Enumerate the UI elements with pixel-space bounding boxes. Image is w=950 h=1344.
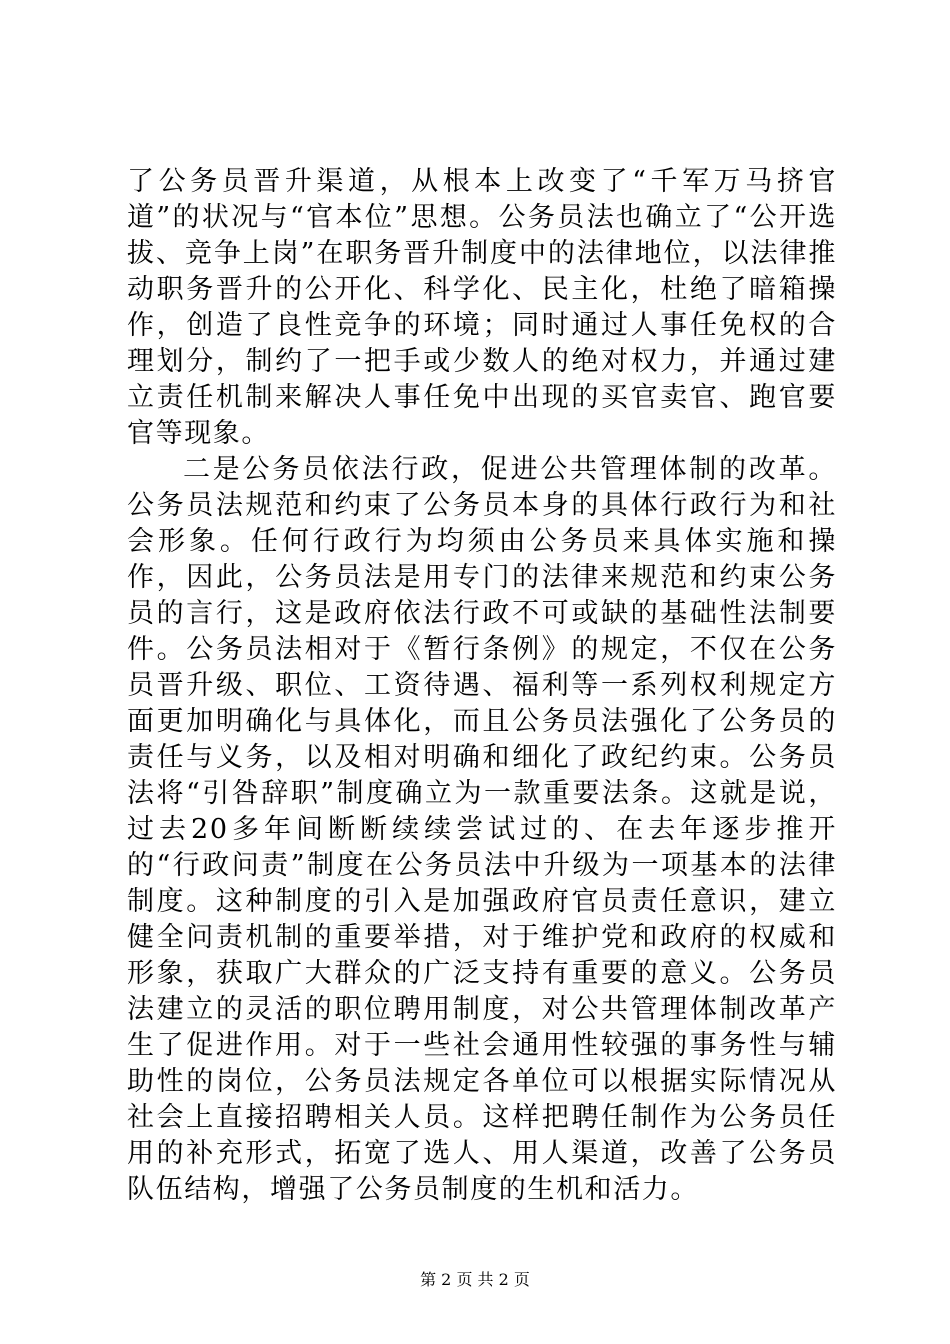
page-footer <box>0 1270 950 1290</box>
document-body <box>127 164 837 1208</box>
paragraph-point-two: 二是公务员依法行政，促进公共管理体制的改革。公务员法规范和约束了公务员本身的具体行政行为和社会形象。任何行政行为均须由公务员来具体实施和操作，因此，公务员法是用专门的法律来规范和约束公务员的言行，这是政府依法行政不可或缺的基础性法制要件。公务员法相对于《暂行条例》的规定，不仅在公务员晋升级、职位、工资待遇、福利等一系列权利规定方面更加明确化与具体化，而且公务员法强化了公务员的责任与义务，以及相对明确和细化了政纪约束。公务员法将“引咎辞职”制度确立为一款重要法条。这就是说，过去20多年间断断续续尝试过的、在去年逐步推开的“行政问责”制度在公务员法中升级为一项基本的法律制度。这种制度的引入是加强政府官员责任意识，建立健全问责机制的重要举措，对于维护党和政府的权威和形象，获取广大群众的广泛支持有重要的意义。公务员法建立的灵活的职位聘用制度，对公共管理体制改革产生了促进作用。对于一些社会通用性较强的事务性与辅助性的岗位，公务员法规定各单位可以根据实际情况从社会上直接招聘相关人员。这样把聘任制作为公务员任用的补充形式，拓宽了选人、用人渠道，改善了公务员队伍结构，增强了公务员制度的生机和活力。 <box>127 454 837 1205</box>
paragraph-continuation: 了公务员晋升渠道，从根本上改变了“千军万马挤官道”的状况与“官本位”思想。公务员法也确立了“公开选拔、竞争上岗”在职务晋升制度中的法律地位，以法律推动职务晋升的公开化、科学化、民主化，杜绝了暗箱操作，创造了良性竞争的环境；同时通过人事任免权的合理划分，制约了一把手或少数人的绝对权力，并通过建立责任机制来解决人事任免中出现的买官卖官、跑官要官等现象。 <box>127 166 837 449</box>
page-number-label: 第 2 页 共 2 页 <box>420 1270 530 1289</box>
